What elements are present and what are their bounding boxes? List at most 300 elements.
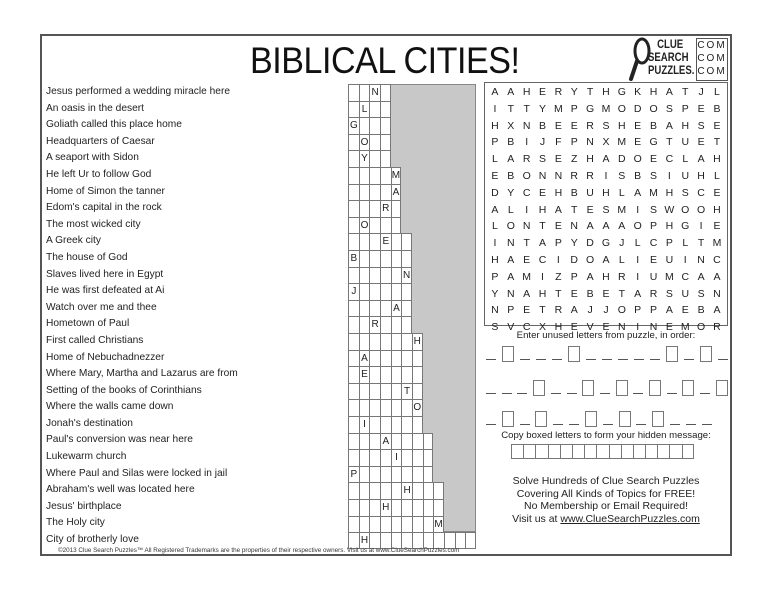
letter-slot[interactable]: [486, 424, 496, 425]
word-search-letter[interactable]: M: [665, 270, 674, 283]
boxed-letter-slot[interactable]: [619, 411, 631, 427]
crossword-cell[interactable]: [369, 516, 380, 533]
crossword-cell[interactable]: A: [359, 350, 370, 367]
crossword-cell[interactable]: [380, 267, 391, 284]
crossword-cell[interactable]: [369, 383, 380, 400]
crossword-cell[interactable]: [369, 416, 380, 433]
word-search-letter[interactable]: N: [618, 321, 626, 334]
crossword-cell[interactable]: [380, 217, 391, 234]
word-search-letter[interactable]: N: [538, 169, 547, 182]
word-search-letter[interactable]: S: [650, 169, 658, 182]
letter-slot[interactable]: [569, 424, 579, 425]
message-letter-box[interactable]: [633, 444, 645, 459]
word-search-letter[interactable]: B: [586, 287, 594, 300]
word-search-letter[interactable]: R: [649, 287, 658, 300]
crossword-cell[interactable]: [380, 416, 391, 433]
word-search-letter[interactable]: E: [634, 136, 642, 149]
word-search-letter[interactable]: B: [650, 119, 658, 132]
crossword-cell[interactable]: A: [391, 300, 402, 317]
word-search-letter[interactable]: A: [713, 304, 721, 317]
crossword-cell[interactable]: [401, 433, 412, 450]
letter-slot[interactable]: [667, 393, 677, 394]
word-search-letter[interactable]: E: [570, 119, 578, 132]
word-search-letter[interactable]: I: [493, 237, 497, 250]
crossword-cell[interactable]: [359, 233, 370, 250]
crossword-cell[interactable]: T: [401, 383, 412, 400]
word-search-letter[interactable]: E: [713, 220, 721, 233]
word-search-letter[interactable]: C: [665, 153, 674, 166]
word-search-letter[interactable]: P: [665, 237, 673, 250]
word-search-letter[interactable]: C: [538, 253, 547, 266]
word-search-letter[interactable]: X: [507, 119, 515, 132]
boxed-letter-slot[interactable]: [649, 380, 661, 396]
crossword-cell[interactable]: [380, 366, 391, 383]
crossword-cell[interactable]: M: [433, 516, 444, 533]
word-search-letter[interactable]: I: [636, 321, 640, 334]
word-search-letter[interactable]: A: [618, 220, 626, 233]
letter-slot[interactable]: [670, 424, 680, 425]
word-search-letter[interactable]: I: [541, 270, 544, 283]
word-search-letter[interactable]: T: [713, 136, 721, 149]
crossword-cell[interactable]: [380, 466, 391, 483]
crossword-cell[interactable]: [348, 433, 359, 450]
crossword-cell[interactable]: [412, 516, 423, 533]
crossword-cell[interactable]: [391, 250, 402, 267]
word-search-letter[interactable]: L: [682, 153, 689, 166]
crossword-cell[interactable]: [465, 532, 476, 549]
boxed-letter-slot[interactable]: [582, 380, 594, 396]
crossword-cell[interactable]: [391, 316, 402, 333]
word-search-letter[interactable]: L: [714, 169, 720, 182]
crossword-cell[interactable]: [359, 466, 370, 483]
word-search-letter[interactable]: T: [586, 86, 594, 98]
word-search-letter[interactable]: M: [680, 321, 690, 334]
word-search-letter[interactable]: N: [649, 321, 658, 334]
word-search-letter[interactable]: S: [650, 203, 658, 216]
crossword-cell[interactable]: [369, 466, 380, 483]
crossword-cell[interactable]: [412, 466, 423, 483]
word-search-letter[interactable]: E: [491, 169, 499, 182]
word-search-letter[interactable]: G: [586, 102, 595, 115]
letter-slot[interactable]: [520, 359, 530, 360]
crossword-cell[interactable]: [380, 184, 391, 201]
letter-slot[interactable]: [684, 359, 694, 360]
crossword-cell[interactable]: [391, 499, 402, 516]
word-search-letter[interactable]: O: [649, 102, 658, 115]
word-search-letter[interactable]: E: [634, 119, 642, 132]
word-search-letter[interactable]: A: [665, 119, 673, 132]
word-search-letter[interactable]: A: [539, 237, 547, 250]
crossword-cell[interactable]: [348, 482, 359, 499]
word-search-letter[interactable]: A: [586, 270, 594, 283]
word-search-letter[interactable]: R: [586, 169, 594, 182]
crossword-cell[interactable]: [391, 466, 402, 483]
word-search-letter[interactable]: B: [634, 169, 642, 182]
word-search-letter[interactable]: P: [681, 102, 689, 115]
word-search-letter[interactable]: A: [570, 304, 578, 317]
word-search-letter[interactable]: A: [507, 253, 515, 266]
crossword-cell[interactable]: [401, 250, 412, 267]
crossword-cell[interactable]: [348, 516, 359, 533]
crossword-cell[interactable]: [433, 499, 444, 516]
letter-slot[interactable]: [634, 359, 644, 360]
clue-search-logo[interactable]: [628, 37, 728, 81]
word-search-letter[interactable]: E: [681, 304, 689, 317]
message-letter-box[interactable]: [560, 444, 572, 459]
word-search-letter[interactable]: R: [554, 86, 563, 98]
crossword-cell[interactable]: [391, 366, 402, 383]
word-search-letter[interactable]: H: [713, 153, 721, 166]
word-search-letter[interactable]: Y: [570, 237, 578, 250]
crossword-cell[interactable]: [369, 499, 380, 516]
crossword-cell[interactable]: [348, 499, 359, 516]
word-search-letter[interactable]: A: [697, 270, 705, 283]
crossword-cell[interactable]: [369, 217, 380, 234]
word-search-letter[interactable]: E: [523, 304, 531, 317]
crossword-cell[interactable]: [359, 283, 370, 300]
crossword-cell[interactable]: [401, 499, 412, 516]
letter-slot[interactable]: [486, 393, 496, 394]
crossword-cell[interactable]: L: [359, 101, 370, 118]
crossword-cell[interactable]: [348, 200, 359, 217]
crossword-cell[interactable]: [380, 283, 391, 300]
crossword-cell[interactable]: [369, 399, 380, 416]
word-search-letter[interactable]: T: [555, 287, 562, 300]
word-search-letter[interactable]: U: [586, 186, 594, 199]
word-search-letter[interactable]: T: [507, 102, 514, 115]
word-search-letter[interactable]: O: [697, 321, 706, 334]
word-search-letter[interactable]: Y: [491, 287, 499, 300]
word-search-letter[interactable]: P: [650, 220, 658, 233]
word-search-letter[interactable]: A: [523, 287, 531, 300]
message-letter-box[interactable]: [548, 444, 560, 459]
word-search-letter[interactable]: D: [633, 102, 642, 115]
word-search-letter[interactable]: E: [586, 203, 594, 216]
word-search-letter[interactable]: U: [681, 287, 690, 300]
word-search-letter[interactable]: H: [491, 253, 499, 266]
message-letter-box[interactable]: [609, 444, 621, 459]
word-search-letter[interactable]: H: [602, 186, 610, 199]
word-search-letter[interactable]: A: [602, 253, 610, 266]
crossword-cell[interactable]: [369, 350, 380, 367]
word-search-letter[interactable]: T: [697, 237, 705, 250]
crossword-cell[interactable]: H: [401, 482, 412, 499]
word-search-letter[interactable]: A: [602, 220, 610, 233]
word-search-letter[interactable]: M: [617, 203, 627, 216]
word-search-letter[interactable]: L: [714, 86, 720, 98]
word-search-letter[interactable]: U: [665, 253, 674, 266]
crossword-cell[interactable]: [380, 300, 391, 317]
crossword-cell[interactable]: [348, 184, 359, 201]
crossword-cell[interactable]: N: [401, 267, 412, 284]
word-search-letter[interactable]: E: [539, 86, 547, 98]
letter-slot[interactable]: [602, 359, 612, 360]
crossword-cell[interactable]: A: [391, 184, 402, 201]
crossword-cell[interactable]: [423, 433, 434, 450]
word-search-letter[interactable]: C: [522, 321, 531, 334]
word-search-letter[interactable]: G: [617, 86, 626, 98]
crossword-cell[interactable]: P: [348, 466, 359, 483]
word-search-letter[interactable]: J: [539, 136, 546, 149]
word-search-letter[interactable]: J: [698, 86, 704, 98]
word-search-letter[interactable]: H: [602, 86, 610, 98]
crossword-cell[interactable]: [369, 200, 380, 217]
word-search-letter[interactable]: T: [682, 86, 689, 98]
word-search-letter[interactable]: R: [570, 169, 579, 182]
crossword-cell[interactable]: [423, 499, 434, 516]
crossword-cell[interactable]: [359, 167, 370, 184]
crossword-cell[interactable]: [401, 416, 412, 433]
word-search-letter[interactable]: R: [713, 321, 721, 334]
crossword-cell[interactable]: [401, 300, 412, 317]
word-search-letter[interactable]: A: [665, 304, 673, 317]
word-search-letter[interactable]: B: [697, 304, 705, 317]
word-search-letter[interactable]: A: [634, 287, 642, 300]
word-search-letter[interactable]: R: [618, 270, 626, 283]
word-search-letter[interactable]: A: [507, 86, 515, 98]
word-search-letter[interactable]: H: [602, 270, 610, 283]
word-search-letter[interactable]: I: [636, 270, 640, 283]
boxed-letter-slot[interactable]: [666, 346, 678, 362]
word-search-letter[interactable]: C: [713, 253, 721, 266]
crossword-cell[interactable]: [369, 449, 380, 466]
word-search-letter[interactable]: L: [507, 203, 514, 216]
crossword-cell[interactable]: [369, 233, 380, 250]
crossword-cell[interactable]: [359, 267, 370, 284]
crossword-cell[interactable]: [391, 217, 402, 234]
word-search-letter[interactable]: S: [697, 287, 705, 300]
crossword-cell[interactable]: [369, 134, 380, 151]
crossword-cell[interactable]: [359, 399, 370, 416]
crossword-cell[interactable]: I: [391, 449, 402, 466]
word-search-letter[interactable]: H: [665, 220, 674, 233]
crossword-cell[interactable]: M: [391, 167, 402, 184]
word-search-letter[interactable]: R: [554, 304, 563, 317]
boxed-letter-slot[interactable]: [533, 380, 545, 396]
crossword-cell[interactable]: [359, 84, 370, 101]
boxed-letter-slot[interactable]: [652, 411, 664, 427]
word-search-letter[interactable]: P: [554, 237, 562, 250]
word-search-letter[interactable]: G: [601, 237, 611, 250]
word-search-letter[interactable]: I: [525, 136, 529, 149]
word-search-letter[interactable]: S: [665, 287, 673, 300]
crossword-cell[interactable]: R: [380, 200, 391, 217]
word-search-letter[interactable]: I: [604, 169, 608, 182]
word-search-letter[interactable]: H: [649, 86, 658, 98]
crossword-cell[interactable]: [391, 416, 402, 433]
crossword-cell[interactable]: [380, 316, 391, 333]
crossword-cell[interactable]: [391, 283, 402, 300]
crossword-cell[interactable]: H: [380, 499, 391, 516]
message-letter-box[interactable]: [523, 444, 535, 459]
word-search-letter[interactable]: H: [713, 203, 721, 216]
crossword-cell[interactable]: [348, 134, 359, 151]
word-search-letter[interactable]: N: [506, 287, 515, 300]
crossword-cell[interactable]: [369, 333, 380, 350]
word-search-letter[interactable]: H: [681, 119, 690, 132]
letter-slot[interactable]: [567, 393, 577, 394]
word-search-letter[interactable]: N: [713, 287, 721, 300]
crossword-cell[interactable]: [369, 482, 380, 499]
word-search-letter[interactable]: L: [618, 186, 625, 199]
crossword-cell[interactable]: [359, 449, 370, 466]
word-search-letter[interactable]: H: [522, 86, 531, 98]
word-search-letter[interactable]: O: [633, 220, 642, 233]
crossword-cell[interactable]: A: [380, 433, 391, 450]
crossword-cell[interactable]: [412, 383, 423, 400]
crossword-cell[interactable]: N: [369, 84, 380, 101]
word-search-letter[interactable]: S: [697, 119, 705, 132]
crossword-cell[interactable]: [348, 333, 359, 350]
boxed-letter-slot[interactable]: [585, 411, 597, 427]
letter-slot[interactable]: [618, 359, 628, 360]
word-search-letter[interactable]: R: [522, 153, 531, 166]
word-search-letter[interactable]: G: [681, 220, 690, 233]
word-search-letter[interactable]: R: [586, 119, 594, 132]
word-search-letter[interactable]: A: [491, 203, 499, 216]
crossword-cell[interactable]: [412, 366, 423, 383]
crossword-cell[interactable]: [380, 150, 391, 167]
letter-slot[interactable]: [686, 424, 696, 425]
crossword-cell[interactable]: [412, 449, 423, 466]
word-search-letter[interactable]: U: [681, 169, 690, 182]
word-search-letter[interactable]: P: [570, 136, 578, 149]
word-search-letter[interactable]: D: [570, 253, 579, 266]
word-search-letter[interactable]: U: [649, 270, 658, 283]
crossword-cell[interactable]: [348, 316, 359, 333]
letter-slot[interactable]: [520, 424, 530, 425]
word-search-letter[interactable]: E: [650, 153, 658, 166]
word-search-letter[interactable]: E: [554, 119, 562, 132]
crossword-cell[interactable]: [391, 516, 402, 533]
word-search-letter[interactable]: M: [553, 102, 563, 115]
word-search-letter[interactable]: E: [713, 186, 721, 199]
crossword-cell[interactable]: [412, 499, 423, 516]
word-search-letter[interactable]: H: [554, 186, 563, 199]
word-search-letter[interactable]: M: [601, 102, 611, 115]
word-search-letter[interactable]: P: [634, 304, 642, 317]
crossword-cell[interactable]: [401, 466, 412, 483]
word-search-letter[interactable]: E: [650, 253, 658, 266]
word-search-letter[interactable]: L: [634, 237, 641, 250]
word-search-letter[interactable]: D: [586, 237, 594, 250]
crossword-cell[interactable]: [348, 449, 359, 466]
word-search-letter[interactable]: B: [539, 119, 547, 132]
crossword-cell[interactable]: [380, 350, 391, 367]
word-search-letter[interactable]: O: [633, 153, 642, 166]
word-search-letter[interactable]: O: [617, 304, 626, 317]
word-search-letter[interactable]: G: [649, 136, 658, 149]
boxed-letter-slot[interactable]: [535, 411, 547, 427]
word-search-letter[interactable]: K: [634, 86, 642, 98]
crossword-cell[interactable]: [401, 516, 412, 533]
crossword-cell[interactable]: [369, 267, 380, 284]
word-search-letter[interactable]: S: [602, 203, 610, 216]
letter-slot[interactable]: [600, 393, 610, 394]
crossword-cell[interactable]: Y: [359, 150, 370, 167]
letter-slot[interactable]: [552, 359, 562, 360]
message-letter-box[interactable]: [572, 444, 584, 459]
website-link[interactable]: www.ClueSearchPuzzles.com: [560, 512, 700, 525]
crossword-cell[interactable]: [359, 333, 370, 350]
crossword-cell[interactable]: [380, 101, 391, 118]
message-letter-box[interactable]: [621, 444, 633, 459]
word-search-letter[interactable]: N: [554, 169, 563, 182]
crossword-cell[interactable]: [369, 167, 380, 184]
crossword-cell[interactable]: [380, 134, 391, 151]
crossword-cell[interactable]: [380, 167, 391, 184]
word-search-letter[interactable]: N: [506, 237, 515, 250]
word-search-letter[interactable]: P: [507, 304, 515, 317]
crossword-cell[interactable]: [380, 250, 391, 267]
word-search-letter[interactable]: S: [491, 321, 499, 334]
word-search-letter[interactable]: M: [617, 136, 627, 149]
word-search-letter[interactable]: T: [523, 237, 530, 250]
word-search-letter[interactable]: H: [491, 119, 499, 132]
boxed-letter-slot[interactable]: [682, 380, 694, 396]
crossword-cell[interactable]: [369, 150, 380, 167]
word-search-letter[interactable]: T: [571, 203, 578, 216]
message-letter-box[interactable]: [669, 444, 681, 459]
word-search-letter[interactable]: N: [697, 253, 705, 266]
word-search-letter[interactable]: I: [636, 253, 640, 266]
word-search-letter[interactable]: E: [713, 119, 721, 132]
word-search-letter[interactable]: E: [602, 287, 610, 300]
message-letter-box[interactable]: [682, 444, 694, 459]
crossword-cell[interactable]: [348, 366, 359, 383]
word-search-letter[interactable]: E: [570, 287, 578, 300]
crossword-cell[interactable]: J: [348, 283, 359, 300]
boxed-letter-slot[interactable]: [700, 346, 712, 362]
word-search-letter[interactable]: E: [697, 102, 705, 115]
crossword-cell[interactable]: [391, 383, 402, 400]
word-search-letter[interactable]: C: [522, 186, 531, 199]
word-search-letter[interactable]: L: [618, 253, 625, 266]
crossword-cell[interactable]: [369, 283, 380, 300]
letter-slot[interactable]: [633, 393, 643, 394]
word-search-letter[interactable]: H: [586, 153, 594, 166]
crossword-cell[interactable]: [348, 416, 359, 433]
word-search-letter[interactable]: T: [539, 220, 546, 233]
word-search-letter[interactable]: O: [522, 169, 531, 182]
crossword-cell[interactable]: [391, 350, 402, 367]
word-search-letter[interactable]: C: [697, 186, 705, 199]
crossword-cell[interactable]: [369, 366, 380, 383]
word-search-letter[interactable]: I: [556, 253, 560, 266]
word-search-letter[interactable]: S: [681, 186, 689, 199]
crossword-cell[interactable]: [359, 482, 370, 499]
word-search-letter[interactable]: A: [491, 86, 499, 98]
crossword-cell[interactable]: B: [348, 250, 359, 267]
word-search-letter[interactable]: J: [603, 304, 609, 317]
boxed-letter-slot[interactable]: [502, 411, 514, 427]
crossword-cell[interactable]: E: [359, 366, 370, 383]
word-search-letter[interactable]: H: [538, 287, 547, 300]
crossword-cell[interactable]: [391, 482, 402, 499]
word-search-letter[interactable]: S: [539, 153, 547, 166]
crossword-cell[interactable]: O: [412, 399, 423, 416]
letter-slot[interactable]: [551, 393, 561, 394]
crossword-cell[interactable]: [391, 200, 402, 217]
crossword-cell[interactable]: [401, 350, 412, 367]
word-search-letter[interactable]: J: [619, 237, 625, 250]
crossword-cell[interactable]: [348, 350, 359, 367]
word-search-letter[interactable]: A: [586, 220, 594, 233]
word-search-letter[interactable]: E: [697, 136, 705, 149]
word-search-letter[interactable]: L: [492, 220, 498, 233]
crossword-cell[interactable]: [359, 117, 370, 134]
boxed-letter-slot[interactable]: [716, 380, 728, 396]
